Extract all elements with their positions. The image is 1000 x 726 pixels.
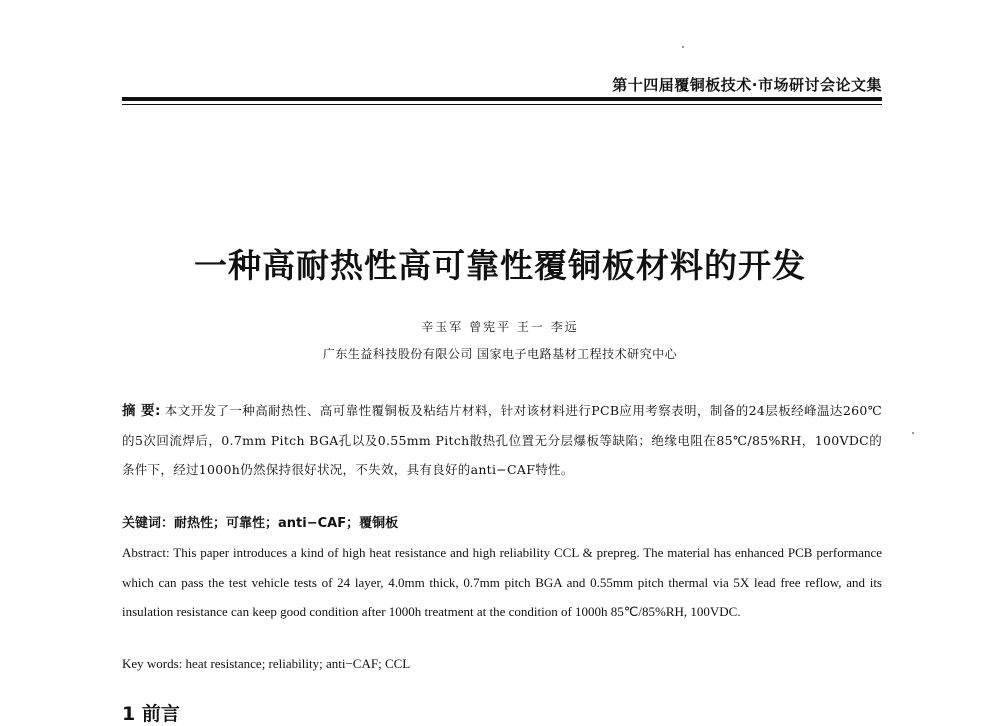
affiliation: 广东生益科技股份有限公司 国家电子电路基材工程技术研究中心 [322, 347, 678, 361]
abstract-cn [122, 396, 882, 484]
authors: 辛玉军 曾宪平 王一 李远 [421, 320, 579, 334]
paper-title: 一种高耐热性高可靠性覆铜板材料的开发 [194, 246, 806, 285]
keywords-cn: 关键词：耐热性；可靠性；anti−CAF；覆铜板 [122, 516, 399, 531]
abstract-en: Abstract: This paper introduces a kind of high heat resistance and high reliability CCL & prepreg. The material has enhanced PCB performance which can pass the test vehicle tests of 24 layer, 4.0mm thick, 0.7mm pitch BGA and 0.55mm pitch thermal via 5X lead free reflow, and its insulation resistance can keep good condition after 1000h treatment at the condition of 1000h 85℃/85%RH, 100VDC. [122, 545, 882, 619]
scan-speck [912, 432, 914, 434]
abstract-cn-label: 摘 要: [122, 403, 161, 419]
proceedings-title: 第十四届覆铜板技术·市场研讨会论文集 [612, 76, 882, 94]
section-heading: 1 前言 [122, 703, 180, 725]
keywords-en: Key words: heat resistance; reliability; anti−CAF; CCL [122, 656, 411, 671]
scan-speck [682, 46, 684, 48]
header-rule-thin [122, 104, 882, 105]
abstract-cn-text: 本文开发了一种高耐热性、高可靠性覆铜板及粘结片材料，针对该材料进行PCB应用考察表明，制备的24层板经峰温达260℃的5次回流焊后，0.7mm Pitch BGA孔以及0.55mm Pitch散热孔位置无分层爆板等缺陷；绝缘电阻在85℃/85%RH，100VDC的条件下，经过1000h仍然保持很好状况，不失效，具有良好的anti−CAF特性。 [122, 403, 882, 477]
header-rule-thick [122, 97, 882, 101]
